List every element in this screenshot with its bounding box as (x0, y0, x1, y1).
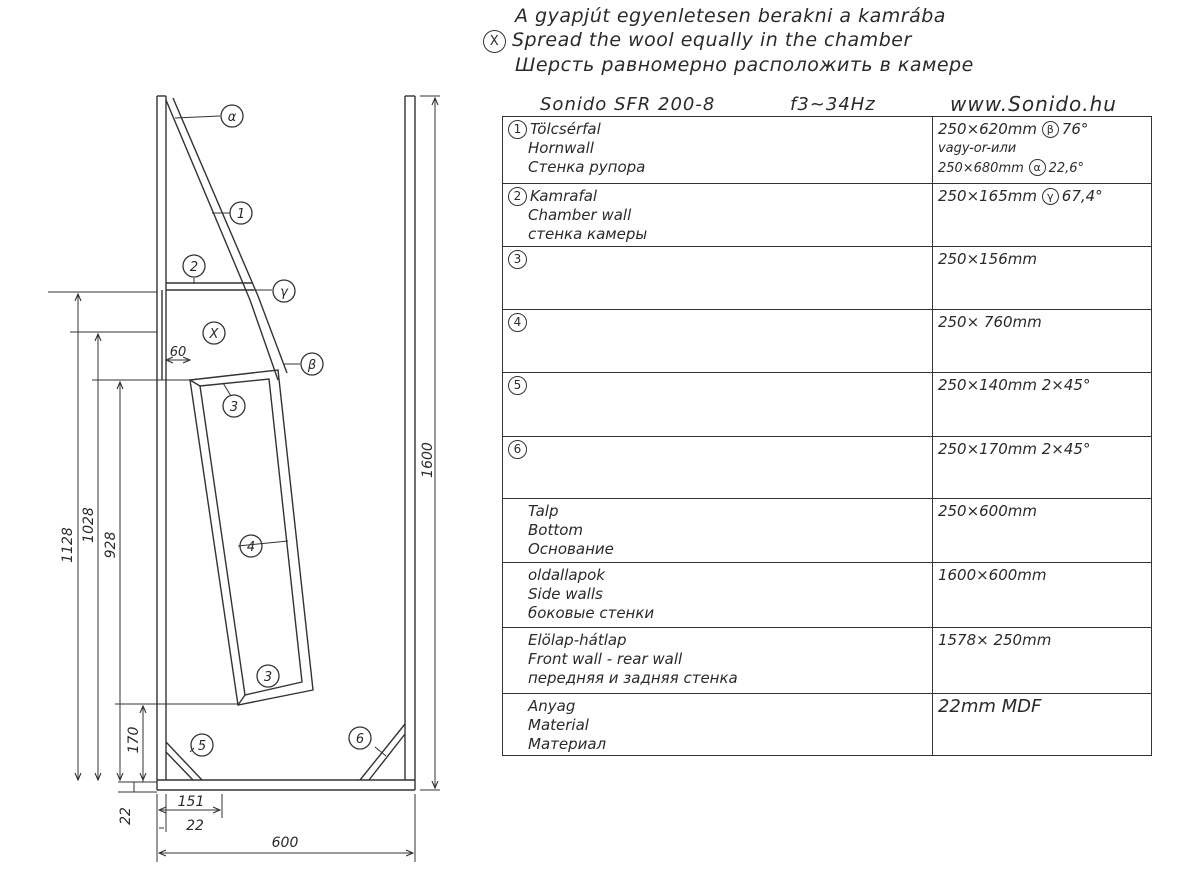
part-dimension-cell (932, 694, 1151, 756)
part-number-1: 1 (508, 120, 527, 139)
table-row (503, 247, 1152, 310)
part-2-name-en: Chamber wall (528, 206, 632, 224)
front-rear-name-hu: Elölap-hátlap (528, 631, 627, 649)
table-row (503, 499, 1152, 563)
part-number-3: 3 (508, 250, 527, 269)
model-name: Sonido SFR 200-8 (540, 94, 716, 115)
part-dimension-cell (932, 310, 1151, 373)
part-5-dim: 250×140mm 2×45° (937, 376, 1091, 394)
callout-p4-label: 4 (246, 540, 256, 555)
part-2-name-hu: Kamrafal (530, 187, 598, 205)
callout-p3a-label: 3 (229, 400, 239, 415)
part-dimension-cell (932, 628, 1151, 694)
dim-22-horizontal: 22 (186, 818, 204, 834)
table-row (503, 373, 1152, 437)
part-1-dim-a: 250×620mm (937, 120, 1037, 138)
part-dimension-cell (932, 373, 1151, 437)
material-name-ru: Материал (528, 735, 607, 753)
duct-panels (190, 370, 313, 705)
dim-60: 60 (169, 345, 187, 360)
part-label-cell (503, 373, 933, 437)
part-dimension-cell (932, 563, 1151, 628)
table-row (503, 563, 1152, 628)
part-dimension-cell (932, 437, 1151, 499)
angle-gamma-symbol: γ (1042, 188, 1059, 205)
part-2-name-ru: стенка камеры (528, 225, 648, 243)
callout-beta-label: β (307, 358, 317, 373)
side-walls-name-ru: боковые стенки (528, 604, 655, 622)
material-value: 22mm MDF (937, 696, 1042, 717)
side-walls-name-en: Side walls (528, 585, 603, 603)
wool-marker-circle: X (483, 30, 506, 53)
callout-p5-label: 5 (197, 739, 207, 754)
angle-beta-value: 76° (1061, 120, 1089, 138)
dim-height-1600: 1600 (420, 442, 436, 478)
part-6-dim: 250×170mm 2×45° (937, 440, 1091, 458)
dim-170: 170 (126, 726, 142, 754)
cabinet-cross-section-drawing (0, 0, 480, 881)
part-label-cell (503, 499, 933, 563)
dim-928: 928 (103, 531, 119, 559)
callout-p2-label: 2 (189, 260, 199, 275)
side-walls-name-hu: oldallapok (528, 566, 605, 584)
table-row (503, 310, 1152, 373)
bottom-name-ru: Основание (528, 540, 614, 558)
callout-circles (183, 105, 371, 756)
side-walls-dim: 1600×600mm (937, 566, 1047, 584)
part-number-2: 2 (508, 187, 527, 206)
part-label-cell (503, 437, 933, 499)
dim-width-600: 600 (271, 835, 299, 851)
note-hungarian: A gyapjút egyenletesen berakni a kamrába (515, 5, 946, 27)
part-label-cell (503, 310, 933, 373)
part-4-dim: 250× 760mm (937, 313, 1042, 331)
part-label-cell (503, 563, 933, 628)
table-row (503, 184, 1152, 247)
callout-alpha-label: α (227, 110, 237, 125)
bottom-dim: 250×600mm (937, 502, 1037, 520)
callout-p6-label: 6 (355, 732, 365, 747)
part-number-5: 5 (508, 376, 527, 395)
part-1-dim-b: 250×680mm (937, 161, 1024, 176)
part-label-cell (503, 184, 933, 247)
material-name-en: Material (528, 716, 589, 734)
part-number-4: 4 (508, 313, 527, 332)
part-label-cell (503, 247, 933, 310)
front-rear-dim: 1578× 250mm (937, 631, 1052, 649)
callout-p3b-label: 3 (263, 670, 273, 685)
table-row (503, 628, 1152, 694)
angle-gamma-value: 67,4° (1061, 187, 1103, 205)
front-rear-name-en: Front wall - rear wall (528, 650, 683, 668)
part-1-name-ru: Стенка рупора (528, 158, 646, 176)
material-name-hu: Anyag (528, 697, 576, 715)
assembly-notes (489, 4, 974, 77)
bottom-name-en: Bottom (528, 521, 584, 539)
horn-wall (166, 98, 287, 380)
part-1-name-hu: Tölcsérfal (530, 120, 601, 138)
callout-p1-label: 1 (236, 207, 246, 222)
callout-gamma-label: γ (280, 285, 288, 300)
website-url: www.Sonido.hu (950, 92, 1117, 116)
callout-x-label: X (209, 327, 219, 342)
note-english: X Spread the wool equally in the chamber (483, 28, 974, 53)
part-dimension-cell (932, 247, 1151, 310)
angle-beta-symbol: β (1042, 121, 1059, 138)
part-label-cell (503, 117, 933, 184)
angle-alpha-value: 22,6° (1048, 161, 1085, 176)
chamber-wall (166, 283, 254, 290)
dim-1028: 1028 (81, 507, 97, 543)
part-label-cell (503, 628, 933, 694)
part-label-cell (503, 694, 933, 756)
part-1-or: vagy-or-или (937, 141, 1017, 156)
part-1-name-en: Hornwall (528, 139, 594, 157)
angle-alpha-symbol: α (1029, 159, 1046, 176)
table-row (503, 437, 1152, 499)
part-number-6: 6 (508, 440, 527, 459)
front-rear-name-ru: передняя и задняя стенка (528, 669, 738, 687)
table-row (503, 117, 1152, 184)
part-dimension-cell (932, 117, 1151, 184)
parts-cut-list-table (502, 116, 1152, 756)
bottom-name-hu: Talp (528, 502, 559, 520)
tuning-frequency: f3~34Hz (790, 94, 876, 115)
part-dimension-cell (932, 184, 1151, 247)
note-russian: Шерсть равномерно расположить в камере (515, 54, 974, 76)
part-3-dim: 250×156mm (937, 250, 1037, 268)
part-dimension-cell (932, 499, 1151, 563)
dim-22-vertical: 22 (118, 807, 134, 825)
dim-1128: 1128 (60, 527, 76, 563)
part-2-dim: 250×165mm (937, 187, 1037, 205)
table-row (503, 694, 1152, 756)
dim-151: 151 (177, 794, 205, 810)
